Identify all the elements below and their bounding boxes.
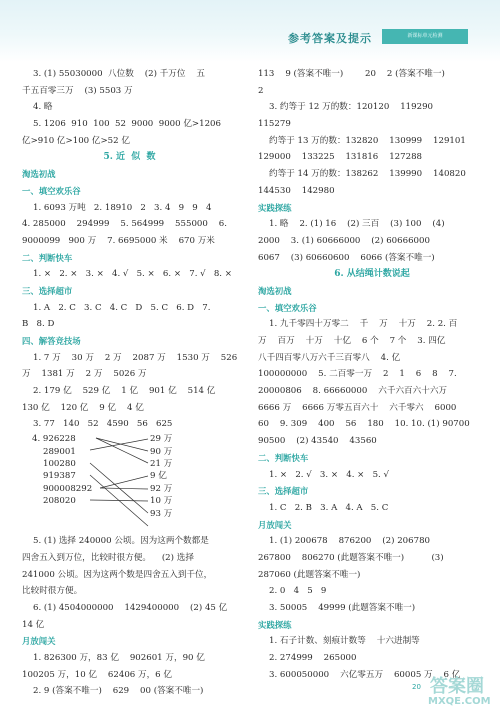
answer-line: 万 百万 十万 十亿 6 个 7 个 3. 四亿 [258,336,446,346]
answer-line: 287060 (此题答案不唯一) [258,569,361,580]
answer-line: 3. 50005 49999 (此题答案不唯一) [269,603,416,613]
answer-line: 5. 1206 910 100 52 9000 9000 亿>1206 [33,119,221,130]
subsection-heading: 二、判断快车 [22,252,73,263]
answer-line: 3. 77 140 52 4590 56 625 [33,419,173,430]
subsection-heading: 一、填空欢乐谷 [22,185,81,196]
answer-line: 100000000 5. 二百零一万 2 1 6 8 7. [258,369,457,380]
answer-line: 14 亿 [22,619,45,630]
watermark-logo [424,672,500,714]
subsection-heading: 三、选择超市 [22,285,73,296]
match-line [90,463,148,513]
answer-line: 6. (1) 4504000000 1429400000 (2) 45 亿 [33,602,228,613]
match-right-item: 92 万 [150,483,173,494]
match-left-item: 4. 926228 [32,434,76,445]
answer-line: 2. 0 4 5 9 [269,586,327,597]
block-heading: 实践探练 [258,619,292,630]
page-number: 20 [412,683,421,691]
block-heading: 实践探练 [258,202,292,213]
answer-line: 亿>910 亿>100 亿>52 亿 [22,135,130,146]
page-header-title: 参考答案及提示 [288,32,372,45]
answer-line: 20000806 8. 66660000 六千六百六十六万 [258,386,448,397]
header-series-tag: 新课标单元检测 [382,29,468,44]
match-right-item: 29 万 [150,434,173,445]
answer-line: 129000 133225 131816 127288 [258,152,423,163]
subsection-heading: 三、选择超市 [258,486,309,497]
answer-line: 1. 略 2. (1) 16 (2) 三百 (3) 100 (4) [269,219,445,230]
answer-line: 1. × 2. × 3. × 4. √ 5. × 6. × 7. √ 8. × [33,269,232,280]
answer-line: 241000 公顷。因为这两个数是四舍五入到千位， [22,569,213,580]
answer-line: 9000099 900 万 7. 6695000 米 670 万米 [22,235,215,246]
answer-line: 5. (1) 选择 240000 公顷。因为这两个数都是 [33,536,209,547]
match-left-item: 919387 [43,471,76,482]
answer-line: 144530 142980 [258,185,335,196]
answer-line: 113 9 (答案不唯一) 20 2 (答案不唯一) [258,69,445,79]
answer-line: 100205 万，10 亿 62406 万，6 亿 [22,669,172,680]
answer-line: 2 [258,85,264,96]
answer-line: 3. (1) 55030000 八位数 (2) 千万位 五 [33,69,205,79]
answer-line: 1. C 2. B 3. A 4. A 5. C [269,502,389,513]
left-column [22,66,237,700]
answer-line: 4. 285000 294999 5. 564999 555000 6. [22,219,227,230]
answer-line: 6666 万 6666 万零五百六十 六千零六 6000 [258,402,457,413]
answer-line: 1. 7 万 30 万 2 万 2087 万 1530 万 526 [33,352,238,363]
match-left-item: 208020 [43,496,76,507]
right-column [258,66,486,683]
answer-line: 1. 6093 万吨 2. 18910 2 3. 4 9 9 4 [33,202,212,213]
match-right-item: 21 万 [150,458,173,469]
answer-line: 6067 (3) 60660600 6066 (答案不唯一) [258,252,435,263]
match-line [90,500,148,501]
matching-lines [82,433,152,533]
match-line [96,438,148,463]
answer-line: 2. 274999 265000 [269,653,357,664]
subsection-heading: 二、判断快车 [258,452,309,463]
answer-line: 1. 九千零四十万零二 千 万 十万 2. 2. 百 [269,319,458,330]
answer-line: 90500 (2) 43540 43560 [258,436,377,447]
answer-line: 千五百零三万 (3) 5503 万 [22,85,133,96]
answer-line: 130 亿 120 亿 9 亿 4 亿 [22,402,144,413]
match-right-item: 10 万 [150,496,173,507]
subsection-heading: 一、填空欢乐谷 [258,302,317,313]
answer-line: 267800 806270 (此题答案不唯一) (3) [258,552,444,563]
answer-line: 1. (1) 200678 876200 (2) 206780 [269,536,431,547]
answer-line: B 8. D [22,319,55,330]
answer-line: 60 9. 309 400 56 180 10. 10. (1) 90700 [258,419,470,430]
match-line [90,439,148,450]
answer-line: 3. 约等于 12 万的数：120120 119290 [269,102,434,113]
answer-line: 比较时很方便。 [22,586,83,597]
match-line [100,488,148,489]
watermark-url: MXQE.COM [428,696,491,707]
answer-line: 1. A 2. C 3. C 4. C D 5. C 6. D 7. [33,302,211,313]
block-heading: 月放闯关 [258,519,292,530]
answer-line: 4. 略 [33,102,53,113]
block-heading: 月放闯关 [22,636,56,647]
match-right-item: 9 亿 [150,471,167,482]
matching-right-list [150,433,200,520]
answer-line: 约等于 14 万的数：138262 139990 140820 [269,169,466,180]
subsection-heading: 四、解答竞技场 [22,336,81,346]
answer-line: 四舍五入到万位，比较时很方便。 (2) 选择 [22,552,194,563]
section-title-approximate-numbers: 5. 近 似 数 [103,152,156,163]
answer-line: 3. 600050000 六亿零五万 60005 万 6 亿 [269,669,461,680]
matching-exercise [22,433,237,533]
answer-line: 1. × 2. √ 3. × 4. × 5. √ [269,469,389,480]
match-left-item: 900008292 [43,483,93,494]
section-title-knot-counting: 6. 从结绳计数说起 [334,269,410,280]
answer-line: 2000 3. (1) 60666000 (2) 60666000 [258,235,430,246]
answer-line: 1. 石子计数、刻痕计数等 十六进制等 [269,636,420,647]
answer-line: 115279 [258,119,291,130]
match-left-item: 289001 [43,446,76,457]
match-right-item: 93 万 [150,508,173,519]
block-heading: 淘选初战 [22,169,56,180]
match-right-item: 90 万 [150,446,173,457]
match-left-item: 100280 [43,458,76,469]
block-heading: 淘选初战 [258,285,292,296]
watermark-text: 答案圈 [430,676,484,697]
answer-line: 约等于 13 万的数：132820 130999 129101 [269,135,466,146]
answer-line: 1. 826300 万，83 亿 902601 万，90 亿 [33,652,205,663]
answer-line: 2. 9 (答案不唯一) 629 00 (答案不唯一) [33,686,204,697]
answer-line: 万 1381 万 2 万 5026 万 [22,369,147,380]
match-line [96,438,148,451]
answer-line: 2. 179 亿 529 亿 1 亿 901 亿 514 亿 [33,386,216,397]
answer-line: 八千四百零八万六千三百零八 4. 亿 [258,352,401,363]
